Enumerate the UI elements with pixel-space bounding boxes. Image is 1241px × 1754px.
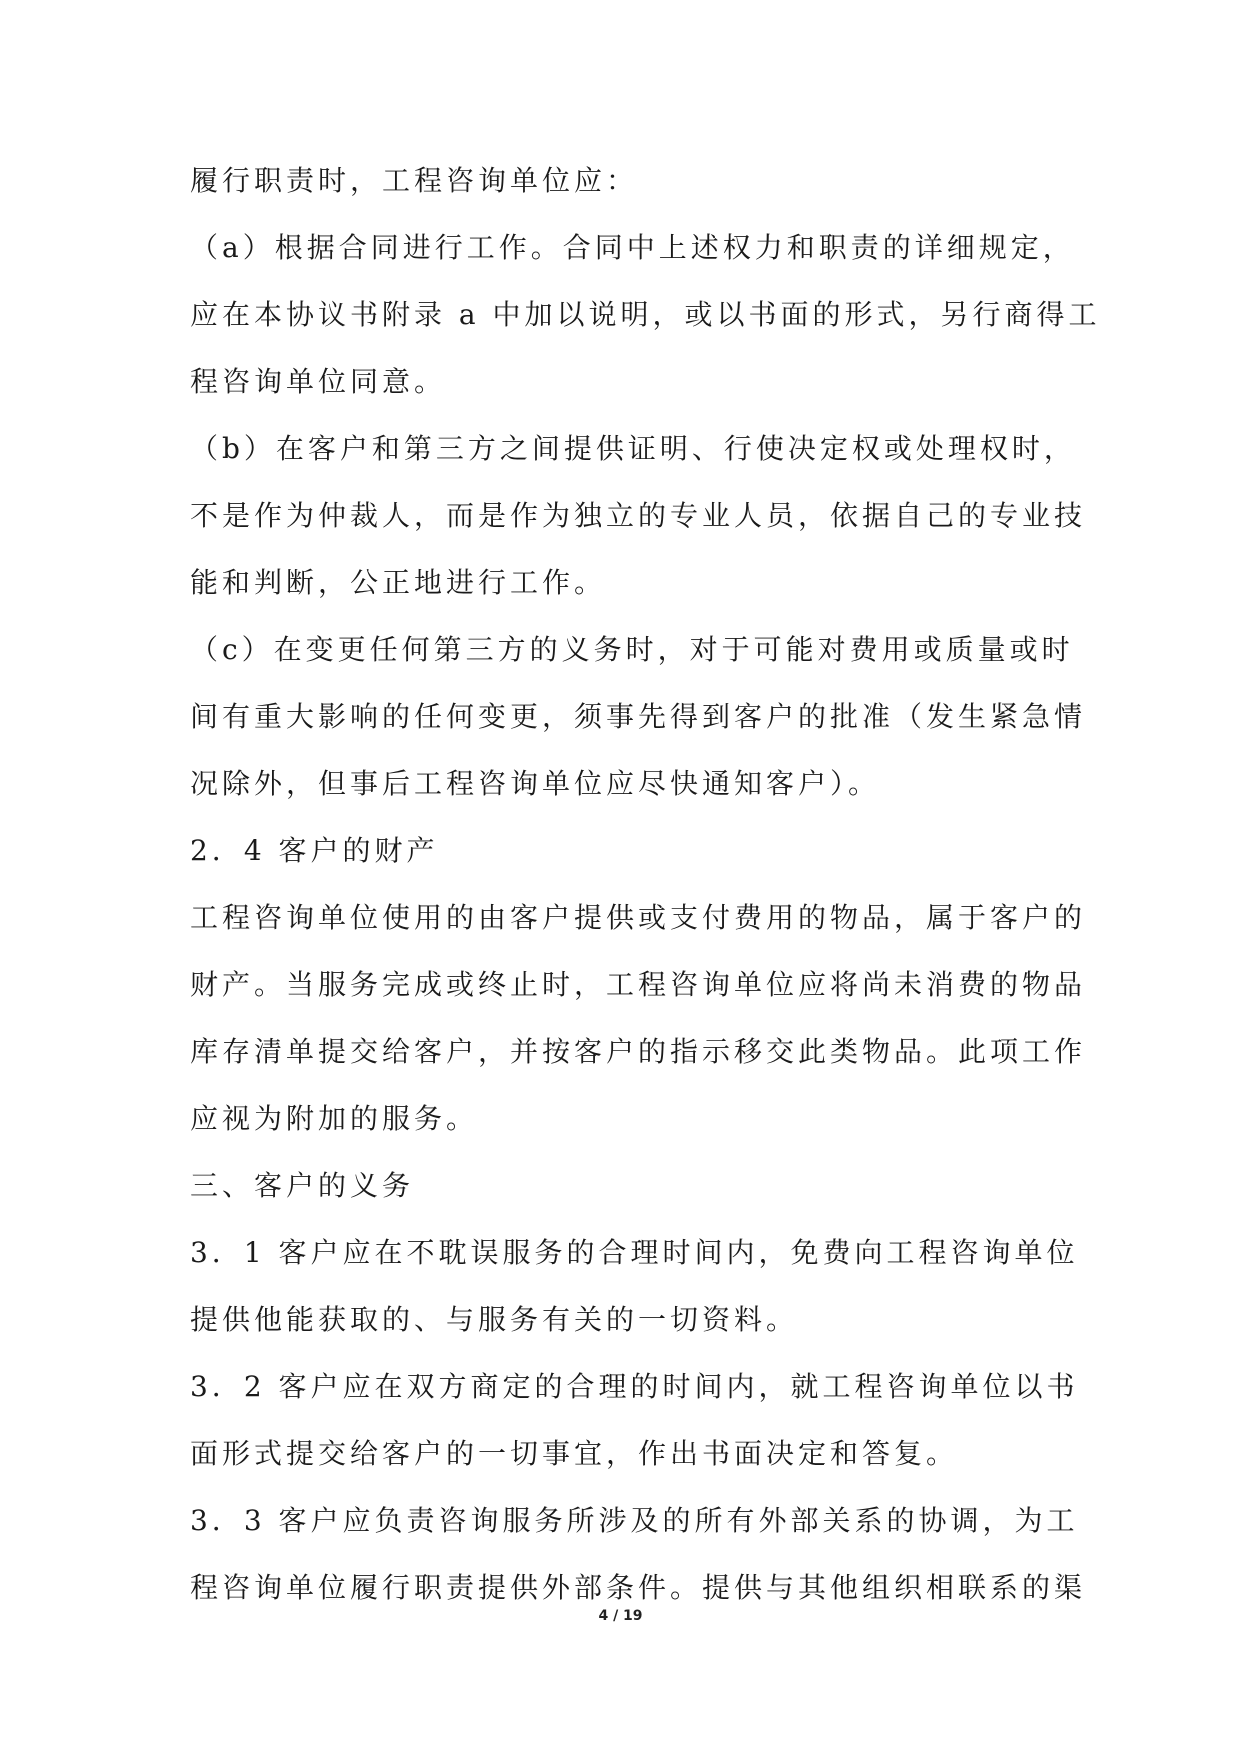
text-line: 程咨询单位同意。 [190,365,447,398]
text-line: 财产。当服务完成或终止时，工程咨询单位应将尚未消费的物品 [190,968,1087,1001]
text-line: 3．3 客户应负责咨询服务所涉及的所有外部关系的协调，为工 [190,1504,1079,1537]
text-line: 况除外，但事后工程咨询单位应尽快通知客户）。 [190,767,881,800]
text-line: 程咨询单位履行职责提供外部条件。提供与其他组织相联系的渠 [190,1571,1087,1604]
text-line: （b）在客户和第三方之间提供证明、行使决定权或处理权时， [190,432,1076,465]
text-line: 不是作为仲裁人，而是作为独立的专业人员，依据自己的专业技 [190,499,1087,532]
text-line: 3．1 客户应在不耽误服务的合理时间内，免费向工程咨询单位 [190,1236,1079,1269]
text-line: 提供他能获取的、与服务有关的一切资料。 [190,1303,799,1336]
text-line: 应视为附加的服务。 [190,1102,479,1135]
text-line: 间有重大影响的任何变更，须事先得到客户的批准（发生紧急情 [190,700,1087,733]
document-body [190,147,1101,1621]
text-line: 应在本协议书附录 a 中加以说明，或以书面的形式，另行商得工 [190,298,1101,331]
text-line: （a）根据合同进行工作。合同中上述权力和职责的详细规定， [190,231,1075,264]
section-heading: 2．4 客户的财产 [190,834,439,867]
text-line: 履行职责时，工程咨询单位应： [190,164,639,197]
text-line: 3．2 客户应在双方商定的合理的时间内，就工程咨询单位以书 [190,1370,1079,1403]
text-line: 工程咨询单位使用的由客户提供或支付费用的物品，属于客户的 [190,901,1087,934]
text-line: （c）在变更任何第三方的义务时，对于可能对费用或质量或时 [190,633,1074,666]
text-line: 面形式提交给客户的一切事宜，作出书面决定和答复。 [190,1437,959,1470]
section-heading: 三、客户的义务 [190,1169,415,1202]
text-line: 能和判断，公正地进行工作。 [190,566,607,599]
page-number: 4 / 19 [598,1608,643,1624]
text-line: 库存清单提交给客户，并按客户的指示移交此类物品。此项工作 [190,1035,1087,1068]
